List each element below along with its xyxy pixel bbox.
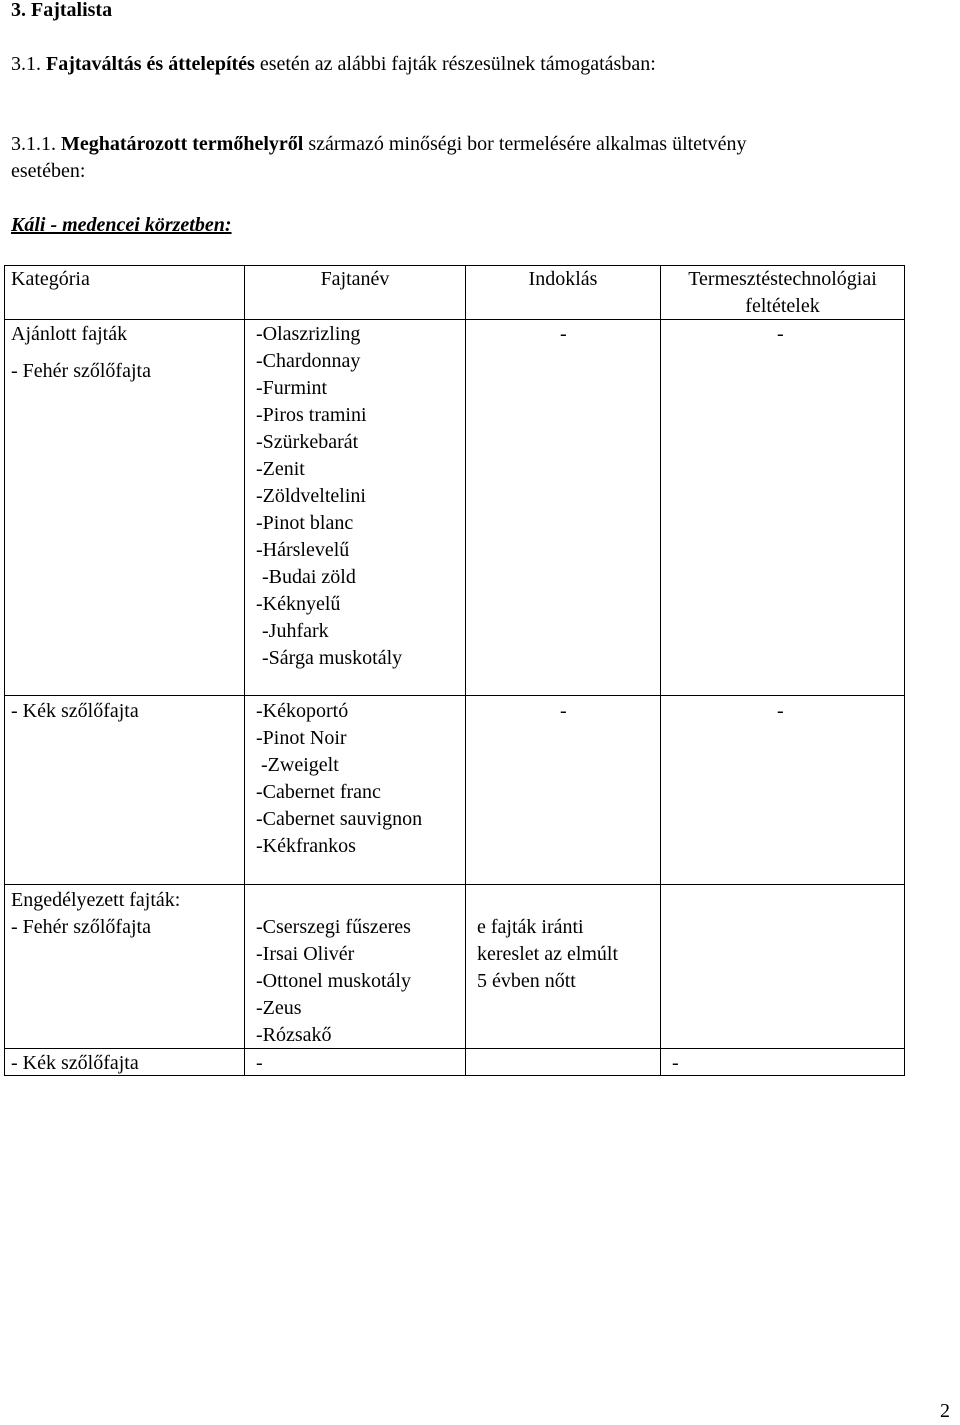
variety-item: -Zeus (256, 997, 302, 1019)
perm-white-label: - Fehér szőlőfajta (11, 916, 151, 938)
perm-reason (477, 914, 618, 995)
header-variety: Fajtanév (320, 268, 390, 290)
header-category: Kategória (11, 268, 90, 290)
header-reason: Indoklás (528, 268, 598, 290)
table-col-divider-3 (660, 265, 661, 1076)
table-left-border (4, 265, 5, 1076)
perm-blue-variety: - (256, 1052, 263, 1074)
recommended-label: Ajánlott fajták (11, 323, 128, 345)
perm-blue-reason: - (672, 1052, 679, 1074)
subsection-heading (11, 131, 747, 158)
subsection-number: 3.1.1. (11, 133, 56, 155)
blue-tech: - (777, 700, 784, 722)
table-row-divider-1 (4, 695, 905, 696)
variety-item: -Budai zöld (262, 566, 356, 588)
variety-item: -Szürkebarát (256, 431, 359, 453)
variety-item: -Chardonnay (256, 350, 361, 372)
blue-reason: - (560, 700, 567, 722)
table-right-border (904, 265, 905, 1076)
variety-item: -Hárslevelű (256, 539, 350, 561)
table-row-divider-3 (4, 1048, 905, 1049)
variety-item: -Pinot blanc (256, 512, 354, 534)
variety-item: -Cabernet sauvignon (256, 808, 423, 830)
table-bottom-border (4, 1075, 905, 1076)
subsection-rest-1: származó minőségi bor termelésére alkalmas ültetvény (308, 133, 747, 155)
heading (11, 0, 112, 24)
perm-white-variety-list (256, 914, 411, 1049)
table-col-divider-2 (465, 265, 466, 1076)
variety-item: -Irsai Olivér (256, 943, 355, 965)
variety-item: -Kékoportó (256, 700, 349, 722)
white-reason: - (560, 323, 567, 345)
header-tech-line1: Termesztéstechnológiai (688, 268, 877, 290)
variety-item: -Juhfark (262, 620, 329, 642)
region-title: Káli - medencei körzetben: (11, 214, 232, 236)
section-bold: Fajtaváltás és áttelepítés (46, 53, 255, 75)
subsection-bold: Meghatározott termőhelyről (61, 133, 304, 155)
heading-title: Fajtalista (31, 0, 113, 21)
heading-number: 3. (11, 0, 26, 21)
white-tech: - (777, 323, 784, 345)
section-heading (11, 51, 656, 78)
table-row-divider-2 (4, 884, 905, 885)
variety-item: -Sárga muskotály (262, 647, 403, 669)
perm-reason-line: e fajták iránti (477, 916, 584, 938)
white-variety-list (256, 321, 402, 672)
blue-variety-list (256, 698, 422, 860)
variety-item: -Piros tramini (256, 404, 367, 426)
variety-item: -Cabernet franc (256, 781, 381, 803)
section-rest: esetén az alábbi fajták részesülnek támogatásban: (259, 53, 656, 75)
page-number: 2 (940, 1400, 950, 1422)
variety-item: -Rózsakő (256, 1024, 332, 1046)
variety-item: -Pinot Noir (256, 727, 347, 749)
variety-item: -Furmint (256, 377, 328, 399)
variety-item: -Zöldveltelini (256, 485, 366, 507)
variety-item: -Kéknyelű (256, 593, 341, 615)
variety-item: -Kékfrankos (256, 835, 356, 857)
variety-item: -Zweigelt (261, 754, 339, 776)
variety-item: -Cserszegi fűszeres (256, 916, 411, 938)
permitted-label: Engedélyezett fajták: (11, 889, 181, 911)
header-tech-line2: feltételek (745, 295, 820, 317)
variety-item: -Ottonel muskotály (256, 970, 411, 992)
section-number: 3.1. (11, 53, 41, 75)
perm-reason-line: kereslet az elmúlt (477, 943, 619, 965)
perm-blue-label: - Kék szőlőfajta (11, 1052, 139, 1074)
variety-item: -Olaszrizling (256, 323, 361, 345)
perm-reason-line: 5 évben nőtt (477, 970, 576, 992)
blue-label: - Kék szőlőfajta (11, 700, 139, 722)
white-label: - Fehér szőlőfajta (11, 360, 151, 382)
subsection-rest-2: esetében: (11, 160, 86, 182)
table-col-divider-1 (244, 265, 245, 1076)
variety-item: -Zenit (256, 458, 305, 480)
